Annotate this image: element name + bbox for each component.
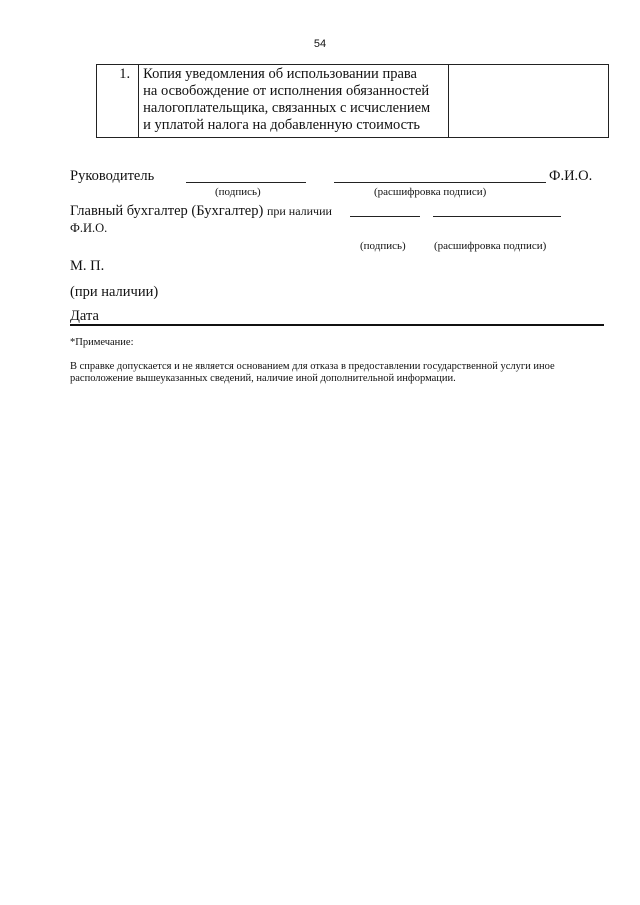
head-signature-line xyxy=(186,182,306,183)
stamp-label: М. П. xyxy=(70,258,105,274)
document-description xyxy=(139,65,449,138)
note-title: *Примечание: xyxy=(70,337,134,348)
accountant-decoding-line xyxy=(433,216,561,217)
table-row xyxy=(97,65,609,138)
head-label: Руководитель xyxy=(70,168,155,184)
decoding-caption-2: (расшифровка подписи) xyxy=(434,240,547,252)
empty-cell xyxy=(449,65,609,138)
accountant-signature-line xyxy=(350,216,420,217)
chief-accountant-label xyxy=(70,203,332,220)
accountant-fio-label: Ф.И.О. xyxy=(70,221,108,235)
description-line: на освобождение от исполнения обязанностей xyxy=(143,83,430,99)
signature-caption: (подпись) xyxy=(215,186,261,198)
head-fio-label: Ф.И.О. xyxy=(549,168,593,184)
page-number: 54 xyxy=(313,38,327,50)
date-line xyxy=(70,324,604,326)
description-line: Копия уведомления об использовании права xyxy=(143,66,417,82)
decoding-caption: (расшифровка подписи) xyxy=(374,186,487,198)
signature-caption-2: (подпись) xyxy=(360,240,406,252)
head-decoding-line xyxy=(334,182,546,183)
stamp-note: (при наличии) xyxy=(70,284,159,300)
note-text: В справке допускается и не является основанием для отказа в предоставлении государственной услуги иное расположение вышеуказанных сведений, наличие иной дополнительной информации. xyxy=(70,361,555,384)
description-line: налогоплательщика, связанных с исчислением xyxy=(143,100,431,116)
chief-accountant-title: Главный бухгалтер (Бухгалтер) xyxy=(70,203,264,219)
documents-table xyxy=(96,64,609,138)
description-line: и уплатой налога на добавленную стоимость xyxy=(143,117,421,133)
if-available-note: при наличии xyxy=(266,204,332,218)
date-label: Дата xyxy=(70,308,99,324)
row-number: 1. xyxy=(97,65,139,138)
